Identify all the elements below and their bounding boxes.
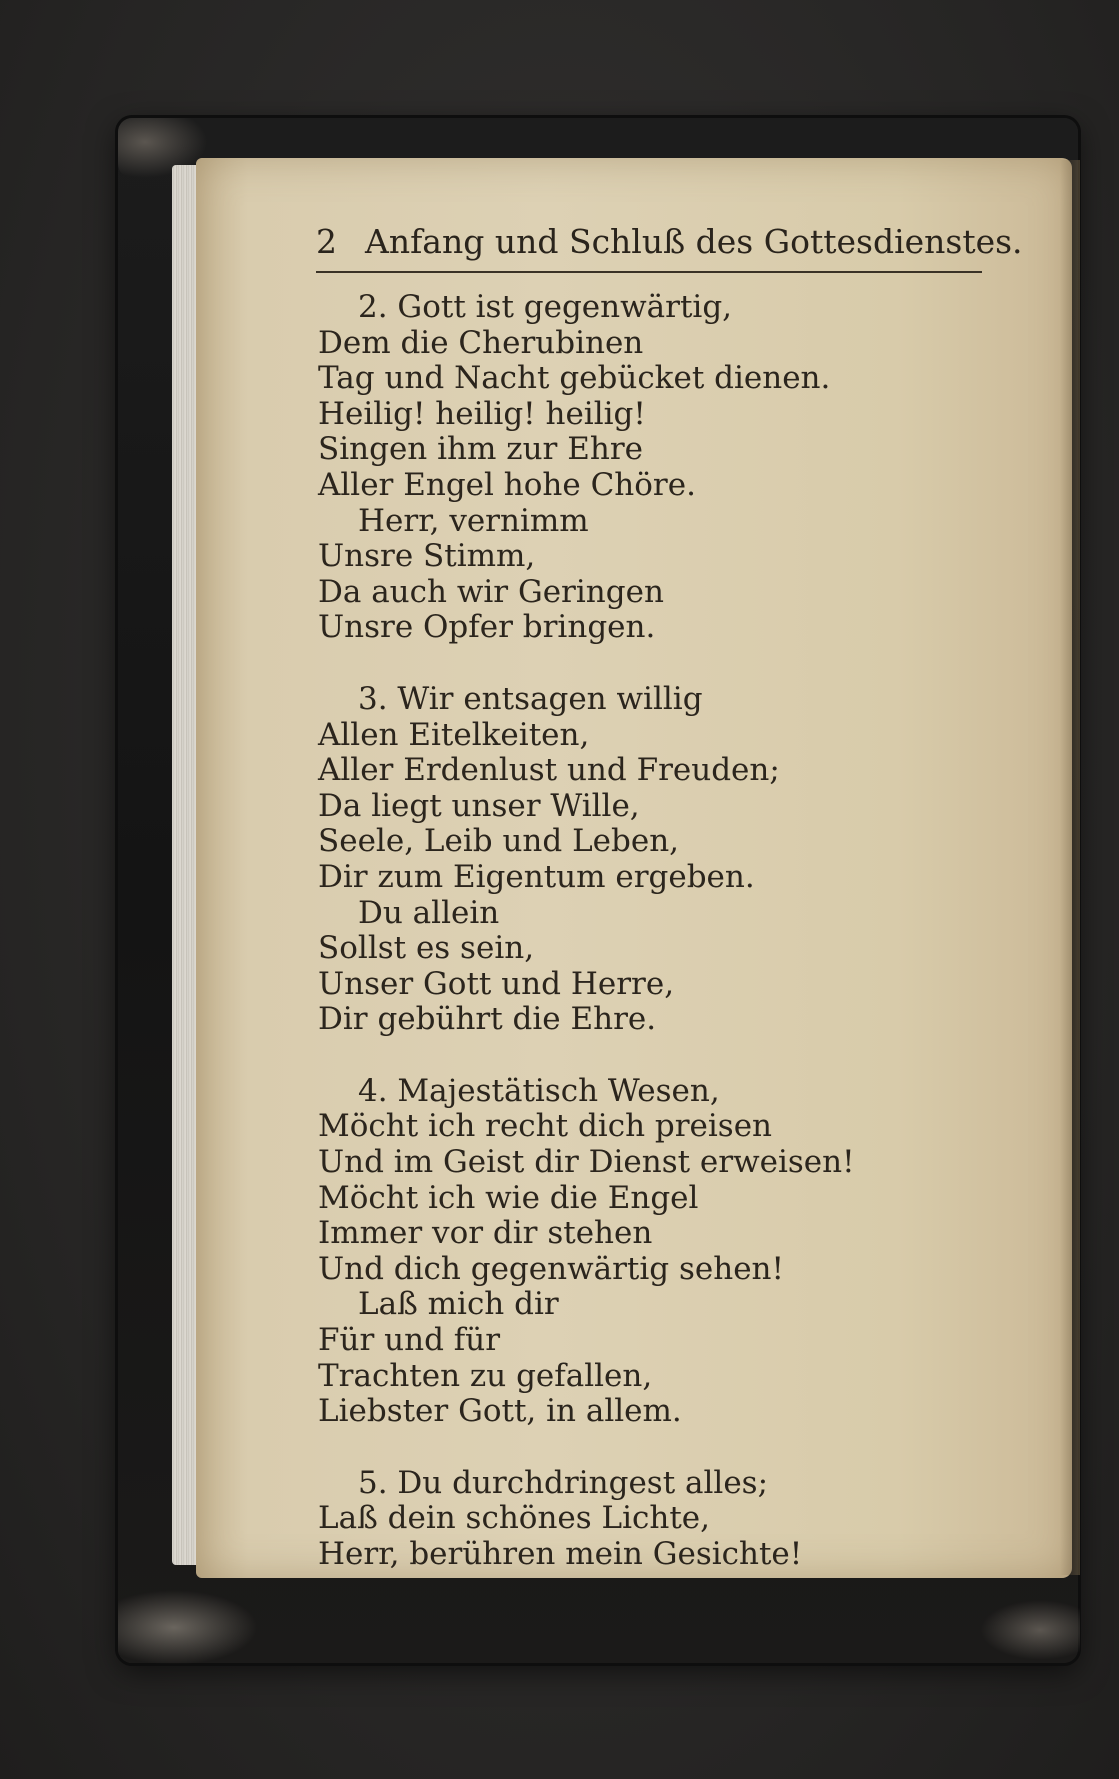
verse-line: Liebster Gott, in allem. xyxy=(318,1393,682,1430)
verse-line: Heilig! heilig! heilig! xyxy=(318,395,646,432)
running-header xyxy=(316,222,1023,270)
running-title: Anfang und Schluß des Gottesdienstes. xyxy=(365,222,1023,261)
verse-line: Singen ihm zur Ehre xyxy=(318,431,643,468)
verse-line: Laß dein schönes Lichte, xyxy=(318,1500,711,1537)
verse-line: Unsre Opfer bringen. xyxy=(318,609,656,646)
hymn-text xyxy=(318,289,1038,1572)
verse-line: Aller Erdenlust und Freuden; xyxy=(318,752,780,789)
page-gutter-shadow xyxy=(1060,160,1080,1575)
verse-line: Seele, Leib und Leben, xyxy=(318,823,680,860)
verse-line: Und im Geist dir Dienst erweisen! xyxy=(318,1144,855,1181)
verse-line: 2. Gott ist gegenwärtig, xyxy=(358,289,733,325)
verse-line: Tag und Nacht gebücket dienen. xyxy=(318,360,831,397)
verse-line: 3. Wir entsagen willig xyxy=(358,680,703,717)
verse-line: Immer vor dir stehen xyxy=(318,1215,653,1252)
verse-line: 5. Du durchdringest alles; xyxy=(358,1464,769,1501)
verse-line: Dir gebührt die Ehre. xyxy=(318,1001,657,1038)
verse-line: Herr, berühren mein Gesichte! xyxy=(318,1536,803,1572)
verse-line: Du allein xyxy=(358,894,500,931)
verse-line: Aller Engel hohe Chöre. xyxy=(318,466,696,503)
verse-line: Da auch wir Geringen xyxy=(318,573,664,610)
verse-line: Da liegt unser Wille, xyxy=(318,787,640,824)
stanza xyxy=(318,290,1038,646)
verse-line: Möcht ich wie die Engel xyxy=(318,1179,699,1216)
verse-line: Dir zum Eigentum ergeben. xyxy=(318,858,755,895)
verse-line: Möcht ich recht dich preisen xyxy=(318,1108,773,1145)
verse-line: Sollst es sein, xyxy=(318,930,535,967)
verse-line: Für und für xyxy=(318,1322,501,1359)
verse-line: Allen Eitelkeiten, xyxy=(318,716,590,753)
verse-line: Laß mich dir xyxy=(358,1286,559,1323)
verse-line: Dem die Cherubinen xyxy=(318,324,644,361)
page-number: 2 xyxy=(316,222,337,261)
verse-line: Herr, vernimm xyxy=(358,502,589,539)
cover-wear-bottom-left xyxy=(118,1590,258,1665)
verse-line: Unsre Stimm, xyxy=(318,538,536,575)
verse-line: 4. Majestätisch Wesen, xyxy=(358,1072,720,1109)
verse-line: Trachten zu gefallen, xyxy=(318,1357,653,1394)
stanza xyxy=(318,1074,1038,1430)
header-rule xyxy=(316,271,982,273)
verse-line: Und dich gegenwärtig sehen! xyxy=(318,1250,784,1287)
cover-wear-bottom-right xyxy=(980,1600,1080,1660)
stanza xyxy=(318,1466,1038,1573)
verse-line: Unser Gott und Herre, xyxy=(318,965,675,1002)
stanza xyxy=(318,682,1038,1038)
